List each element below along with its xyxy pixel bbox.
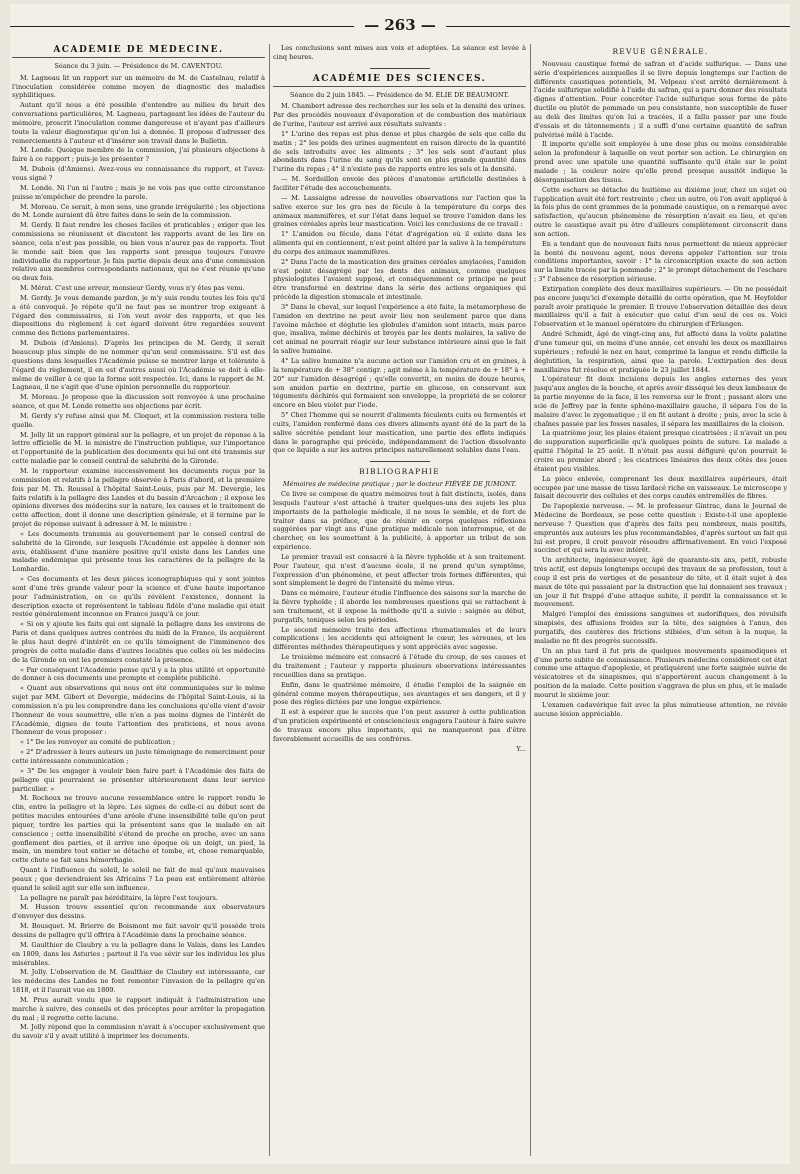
paragraph: 5° Chez l'homme qui se nourrit d'aliments féculents cuits ou fermentés et cuits, l'amidon renfermé dans ces divers aliments ayant été de la part de la salive sécrétée pendant leur mastication, une partie des effets indiqués dans le paragraphe qui précède, indépendamment de l'action dissolvante que ce liquide a sur les autres principes naturellement solubles dans l'eau. bbox=[273, 411, 526, 455]
paragraph: La quatrième jour, les plaies étaient presque cicatrisées ; il n'avait un peu de suppuration superficielle qu'à quelques points de suture. Le malade a quitté l'hôpital le 25 août. Il n'était pas aussi défiguré qu'on pourrait le croire au premier abord ; les cicatrices linéaires des deux côtés des joues étaient peu visibles. bbox=[534, 429, 787, 473]
paragraph: — M. Sordeillon envoie des pièces d'anatomie artificielle destinées à faciliter l'étude des accouchements. bbox=[273, 175, 526, 192]
paragraph: M. Moreau. Ce serait, à mon sens, une grande irrégularité ; les objections de M. Londe auraient dû être faites dans le sein de la commission. bbox=[12, 202, 265, 220]
paragraph: M. Gerdy. Il faut rendre les choses faciles et praticables ; exiger que les commissions se réunissent et discutent les rapports avant de les lire en séance, cela n'est pas possible, ou bien vous n'aurez pas de rapports. Tout le monde sait bien que les rapports sont presque toujours l'œuvre individuelle du rapporteur. Je fais partie depuis deux ans d'une commission relative aux membres correspondants nationaux, qui ne s'est réunie qu'une ou deux fois. bbox=[12, 221, 265, 283]
column-academie-medecine bbox=[12, 44, 265, 1156]
paragraph: Extirpation complète des deux maxillaires supérieurs. — On ne possédait pas encore jusqu'ici d'exemple détaillé de cette opération, que M. Heyfelder paraît avoir pratiquée le premier. Il trouve l'observation détaillée des deux maxillaires qu'il a fait à exécuter que celui d'un seul de ces os. Voici l'observation et le manuel opératoire du chirurgien d'Erlangen. bbox=[534, 284, 787, 329]
paragraph: Le second mémoire traite des affections rhumatismales et de leurs complications ; les accidents qui atteignent le cœur, les séreuses, et les différentes méthodes thérapeutiques y sont appréciés avec sagesse. bbox=[273, 625, 526, 652]
section-title: ACADÉMIE DES SCIENCES. bbox=[273, 75, 526, 87]
column-divider bbox=[269, 44, 270, 1156]
paragraph: La pellagre ne paraît pas héréditaire, la lèpre l'est toujours. bbox=[20, 893, 218, 902]
column-divider bbox=[530, 44, 531, 1156]
paragraph: M. Londe. Quoique membre de la commission, j'ai plusieurs objections à faire à ce rapport ; puis-je les présenter ? bbox=[12, 146, 265, 164]
paragraph: M. Jolly lit un rapport général sur la pellagre, et un projet de réponse à la lettre officielle de M. le ministre de l'instruction publique, sur l'importance et l'opportunité de la publication des documents qui lui ont été transmis sur cette maladie par le conseil central de salubrité de la Gironde. bbox=[12, 430, 265, 466]
paragraph: M. Lagneau lit un rapport sur un mémoire de M. de Castelnau, relatif à l'inoculation considérée comme moyen de diagnostic des maladies syphilitiques. bbox=[12, 73, 265, 100]
paragraph: M. le rapporteur examine successivement les documents reçus par la commission et relatifs à la pellagre observée à Paris d'abord, et la première fois par M. Th. Roussel à l'hôpital Saint-Louis, puis par M. Devergie, les faits relatifs à la pellagre des Landes et du bassin d'Arcachon ; il expose les opinions diverses des médecins sur la nature, les causes et le traitement de cette affection, dont il donne une description générale, et il termine par le projet de réponse suivant à adresser à M. le ministre : bbox=[12, 466, 265, 529]
paragraph: M. Dubois (d'Amiens). D'après les principes de M. Gerdy, il serait beaucoup plus simple de ne nommer qu'un seul commissaire. S'il est des questions dans lesquelles l'Académie puisse se montrer large et tolérante à l'égard du règlement, il en est d'autres aussi où l'Académie se doit à elle-même de veiller à ce que la forme soit respectée. Ici, dans le rapport de M. Lagneau, il ne s'agit que d'une opinion personnelle du rapporteur. bbox=[12, 339, 265, 392]
paragraph: Il est à espérer que le succès que l'on peut assurer à cette publication d'un praticien expérimenté et consciencieux engagera l'auteur à faire suivre de travaux encore plus importants, qui ne manqueront pas d'être favorablement accueillis de ses confrères. bbox=[273, 708, 526, 743]
paragraph: 3° Dans le cheval, sur lequel l'expérience a été faite, la métamorphose de l'amidon en dextrine ne peut avoir lieu non seulement parce que dans l'avoine mâchée et déglutie les globules d'amidon sont intacts, mais parce que, insaliva, même déchirés et broyés par les dents molaires, la salive de cet animal ne pourrait réagir sur leur substance intérieure ainsi que le fait la salive humaine. bbox=[273, 302, 526, 356]
paragraph: — M. Lassaigne adresse de nouvelles observations sur l'action que la salive exerce sur les gra nes de fécule à la température du corps des animaux mammifères, et sur l'état dans lequel se trouve l'amidon dans les graines céréales après leur mastication. Voici les conclusions de ce travail : bbox=[273, 193, 526, 229]
paragraph: Dans ce mémoire, l'auteur étudie l'influence des saisons sur la marche de la fièvre typhoïde ; il aborde les nombreuses questions qui se rattachent à son traitement, et il expose la méthode qu'il a suivie : saignée au début, purgatifs, toniques selon les périodes. bbox=[273, 589, 526, 624]
paragraph: 2° Dans l'acte de la mastication des graines céréales amylacées, l'amidon n'est point désagrégé par les dents des animaux, comme quelques physiologistes l'avaient supposé, et conséquemment ce principe ne peut être transformé en dextrine dans la série des actions organiques qui précède la digestion stomacale et intestinale. bbox=[273, 257, 526, 302]
paragraph: L'examen cadavérique fait avec la plus minutieuse attention, ne révèle aucune lésion appréciable. bbox=[534, 700, 787, 718]
paragraph: « Quant aux observations qui nous ont été communiquées sur le même sujet par MM. Gibert et Devergie, médecins de l'hôpital Saint-Louis, si la commission n'a pu les comprendre dans les conclusions qu'elle vient d'avoir l'honneur de vous soumettre, elle n'en a pas moins dignes de l'intérêt de l'Académie, dignes de toute l'attention des praticiens, et nous avons l'honneur de vous proposer : bbox=[12, 684, 265, 737]
paragraph: Cette eschare se détache du huitième au dixième jour, chez un sujet où l'application avait été fort restreinte ; chez un autre, où l'on avait appliqué à la fois plus de cent grammes de la pommade caustique, on a remarqué avec satisfaction, qu'aucun phénomène de résorption n'avait eu lieu, et qu'en outre le caustique avait pu être d'ailleurs complètement circonscrit dans son action. bbox=[534, 185, 787, 238]
paragraph: Le premier travail est consacré à la fièvre typhoïde et à son traitement. Pour l'auteur, qui n'est d'aucune école, il ne prend qu'un symptôme, l'expression d'un phénomène, et peut affecter trois formes différentes, qui sont simplement le degré de l'intensité du même virus. bbox=[273, 552, 526, 588]
paragraph: Nouveau caustique formé de safran et d'acide sulfurique. — Dans une série d'expériences auxquelles il se livre depuis longtemps sur l'action de différents caustiques potentiels, M. Velpeau s'est arrêté dernièrement à l'acide sulfurique solidifié à l'aide du safran, qui a paru donner des résultats dignes d'attention. Pour concréter l'acide sulfurique sous forme de pâte ductile ou plutôt de pommade un peu consistante, non susceptible de fuser au delà des limites qu'on lui a tracées, il a fallu passer par une foule d'essais et de tâtonnements ; il a suffi d'une certaine quantité de safran pulvérisé mêlé à l'acide. bbox=[534, 59, 787, 139]
paragraph: M. Gerdy s'y refuse ainsi que M. Cloquet, et la commission restera telle quelle. bbox=[12, 411, 265, 429]
paragraph: Enfin, dans le quatrième mémoire, il étudie l'emploi de la saignée en général comme moyen thérapeutique, ses avantages et ses dangers, et il y pose des règles dictées par une longue expérience. bbox=[273, 680, 526, 707]
paragraph: M. Chambert adresse des recherches sur les sels et la densité des urines. Par des procédés nouveaux d'évaporation et de combustion des matériaux de l'urine, l'auteur est arrivé aux résultats suivants : bbox=[273, 102, 526, 129]
paragraph: M. Mérat. C'est une erreur, monsieur Gerdy, vous n'y êtes pas venu. bbox=[20, 284, 245, 293]
paragraph: M. Dubois (d'Amiens). Avez-vous eu connaissance du rapport, et l'avez-vous signé ? bbox=[12, 165, 265, 182]
paragraph: Un an plus tard il fut pris de quelques mouvements spasmodiques et d'une perte subite de connaissance. Plusieurs médecins considèrent cet état comme une attaque d'apoplexie, et pratiquèrent une forte saignée suivie de vésicatoires et de sinapismes, qui n'apportèrent aucun changement à la position de la malade. Cette position s'aggrava de plus en plus, et le malade mourut le sixième jour. bbox=[534, 646, 787, 699]
bibliography-subtitle: Mémoires de médecine pratique ; par le docteur FIÉVÉE DE JUMONT. bbox=[282, 480, 517, 489]
paragraph: « Ces documents et les deux pièces iconographiques qui y sont jointes sont d'une très grande valeur pour la science et d'une haute importance pour l'administration, en ce qu'ils révèlent l'existence, donnent la description exacte et représentent le tableau fidèle d'une maladie qui était restée généralement inconnue en France jusqu'à ce jour. bbox=[12, 575, 265, 619]
paragraph: Autant qu'il nous a été possible d'entendre au milieu du bruit des conversations particulières, M. Lagneau, partageant les idées de l'auteur du mémoire, proscrit l'inoculation comme dangereuse et n'ayant pas d'ailleurs toute la valeur diagnostique qu'on lui a donnée. Il propose d'adresser des remerciements à l'auteur et d'insérer son travail dans le Bulletin. bbox=[12, 101, 265, 145]
paragraph: André Schmidt, âgé de vingt-cinq ans, fut affecté dans la voûte palatine d'une tumeur qui, en moins d'une année, cet envahi les deux os maxillaires supérieurs ; refoulé le nez en haut, comprimé la langue et rendu difficile la déglutition, la respiration, ainsi que la parole. L'extirpation des deux maxillaires fut résolue et pratiquée le 23 juillet 1844. bbox=[534, 330, 787, 374]
section-title: REVUE GÉNÉRALE. bbox=[612, 47, 709, 56]
paragraph: De l'apoplexie nerveuse. — M. le professeur Gintrac, dans le Journal de Médecine de Bordeaux, se pose cette question : Existe-t-il une apoplexie nerveuse ? Question que d'après des faits peu nombreux, mais positifs, empruntés aux auteurs les plus recommandables, d'après surtout un fait qui lui est propre, il croit pouvoir résoudre affirmativement. En voici l'exposé succinct et qui sera lu avec intérêt. bbox=[534, 502, 787, 555]
paragraph: Y... bbox=[516, 744, 526, 753]
paragraph: M. Jolly. L'observation de M. Gaulthier de Claubry est intéressante, car les médecins des Landes ne font remonter l'invasion de la pellagre qu'en 1818, et il l'aurait vue en 1809. bbox=[12, 968, 265, 995]
paragraph: Malgré l'emploi des émissions sanguines et sudorifiques, des révulsifs sinapisés, des affusions froides sur la tête, des saignées à l'anus, des purgatifs, des cautères des frictions stibiées, d'un séton à la nuque, la maladie ne fit des progrès successifs. bbox=[534, 610, 787, 645]
paragraph: Quant à l'influence du soleil, le soleil ne fait de mal qu'aux mauvaises peaux ; que deviendraient les Africains ? La peau est entièrement altérée quand le soleil agit sur elle son influence. bbox=[12, 866, 265, 892]
paragraph-list bbox=[534, 60, 787, 719]
paragraph: 1° L'urine des repas est plus dense et plus chargée de sels que celle du matin ; 2° les poids des urines augmentent en raison directe de la quantité de sels introduits avec les aliments ; 3° les sels sont d'autant plus abondants dans l'urine du sang qu'ils sont en plus grande quantité dans l'urine du repas ; 4° il n'existe pas de rapports entre les sels et la densité. bbox=[273, 129, 526, 174]
session-line: Séance du 2 juin 1845. — Présidence de M. ÉLIE DE BEAUMONT. bbox=[290, 90, 509, 99]
paragraph: M. Rochoux ne trouve aucune ressemblance entre le rapport rendu le clin, entre la pellagre et la lèpre. Les signes de celle-ci au début sont de petites macules entourées d'une aréole d'une insensibilité telle qu'on peut piquer, tordre les parties qui la présentent sans que le malade en ait conscience ; cette insensibilité s'étend de proche en proche, avec un sans gonflement des parties, et il arrive une époque où un doigt, un pied, la main, un membre tout entier se détache et tombe, et, chose remarquable, cette chute se fait sans hémorrhagie. bbox=[12, 794, 265, 865]
paragraph: M. Moreau. Je propose que la discussion soit renvoyée à une prochaine séance, et que M. Londe remette ses objections par écrit. bbox=[12, 393, 265, 411]
column-revue-generale bbox=[534, 44, 787, 1156]
paragraph: 4° La salive humaine n'a aucune action sur l'amidon cru et en graines, à la température de + 38° centigr. ; agit même à la température de + 18° à + 20° sur l'amidon désagrégé ; qu'elle convertit, en moins de douze heures, son amidon partie en dextrine, partie en glucose, en conservant aux téguments déchirés qui formaient son enveloppe, la propriété de se colorer encore en bleu violet par l'iode. bbox=[273, 357, 526, 410]
paragraph: « Si on y ajoute les faits qui ont signalé la pellagre dans les environs de Paris et dans quelques autres contrées du midi de la France, ils acquièrent le plus haut degré d'intérêt en ce qu'ils témoignent de l'imminence des progrès de cette maladie dans d'autres localités que celles où les médecins de la Gironde en ont les premiers constaté la présence. bbox=[12, 620, 265, 664]
paragraph: « 2° D'adresser à leurs auteurs un juste témoignage de remerciment pour cette intéressante communication ; bbox=[12, 748, 265, 765]
paragraph: M. Gerdy. Je vous demande pardon, je m'y suis rendu toutes les fois qu'il a été convoqué. Je répète qu'il ne faut pas se montrer trop exigeant à l'égard des commissaires, si l'on veut avoir des rapports, et que les dispositions du règlement à cet égard doivent être regardées souvent comme des fictions parlementaires. bbox=[12, 293, 265, 338]
newspaper-page bbox=[10, 4, 790, 1164]
paragraph: En a tendant que de nouveaux faits nous permettent de mieux apprécier la bonté du nouveau agent, nous devons appeler l'attention sur trois conditions importantes, savoir : 1° la circonscription exacte de son action sur la limite tracée par la pommade ; 2° le prompt détachement de l'eschare ; 3° l'absence de résorption sérieuse. bbox=[534, 239, 787, 284]
paragraph: « Par conséquent l'Académie pense qu'il y a la plus utilité et opportunité de donner à ces documents une prompte et complète publicité. bbox=[12, 665, 265, 683]
paragraph: M. Bousquet. M. Brierre de Boismont me fait savoir qu'il possède trois dessins de pellagre qu'il offrira à l'Académie dans la prochaine séance. bbox=[12, 922, 265, 939]
section-title: ACADÉMIE DE MÉDECINE. bbox=[12, 46, 265, 58]
paragraph: M. Prus aurait voulu que le rapport indiquât à l'administration une marche à suivre, des conseils et des préceptes pour arrêter la propagation du mal ; il regrette cette lacune. bbox=[12, 995, 265, 1022]
paragraph: Ce livre se compose de quatre mémoires tout à fait distincts, isolés, dans lesquels l'auteur s'est attaché à traiter quelques-uns des sujets les plus importants de la pathologie médicale, il ne nous le semble, et de fort de traiter dans sa préface, que de réunir en corps quelques réflexions suggérées par vingt ans d'une pratique médicale non interrompue, et de chercher, en les soumettant à la publicité, à apporter un tribut de son expérience. bbox=[273, 489, 526, 552]
paragraph: M. Gaulthier de Claubry a vu la pellagre dans le Valais, dans les Landes en 1809, dans les Asturies ; partout il l'a vue sévir sur les individus les plus misérables. bbox=[12, 940, 265, 967]
separator-rule bbox=[370, 68, 430, 69]
bibliography-list bbox=[273, 490, 526, 753]
paragraph: La pièce enlevée, comprenant les deux maxillaires supérieurs, était occupée par une masse de tissu lardacé riche en vaisseaux. Le microscope y faisait découvrir des cellules et des corps caudés entremêlés de fibres. bbox=[534, 474, 787, 501]
paragraph-list bbox=[12, 74, 265, 1041]
bibliography-title: BIBLIOGRAPHIE bbox=[359, 467, 440, 477]
page-header bbox=[10, 14, 790, 40]
paragraph: « Les documents transmis au gouvernement par le conseil central de salubrité de la Gironde, sur lesquels l'Académie est appelée à donner son avis, établissent d'une manière positive qu'il existe dans les Landes une maladie endémique qui présente tous les caractères de la pellagre de la Lombardie. bbox=[12, 529, 265, 574]
paragraph: M. Husson trouve essentiel qu'on recommande aux observateurs d'envoyer des dessins. bbox=[12, 903, 265, 921]
session-line: Séance du 3 juin. — Présidence de M. CAVENTOU. bbox=[54, 61, 223, 70]
paragraph: Le troisième mémoire est consacré à l'étude du croup, de ses causes et du traitement ; l'auteur y rapporte plusieurs observations intéressantes recueillies dans sa pratique. bbox=[273, 653, 526, 679]
paragraph: « 1° De les renvoyer au comité de publication ; bbox=[20, 738, 176, 747]
column-academie-sciences bbox=[273, 44, 526, 1156]
paragraph: Un architecte, ingénieur-voyer, âgé de quarante-six ans, petit, robuste très actif, est depuis longtemps occupé des travaux de sa profession, tout à coup il est pris de vertiges et de pesanteur de tête, et il était sujet à des maux de tête qui passaient par la distraction que lui donnaient ses travaux ; un jour il fut frappé d'une attaque subite, il perdit la connaissance et le mouvement. bbox=[534, 556, 787, 609]
intro-paragraph: Les conclusions sont mises aux voix et adoptées. La séance est levée à cinq heures. bbox=[273, 44, 526, 61]
paragraph: L'opérateur fit deux incisions depuis les angles externes des yeux jusqu'aux angles de la bouche, et après avoir disséqué les deux lambeaux de la partie moyenne de la face, il les renversa sur le front ; passant alors une scie de Jeffrey par la fente sphéno-maxillaire gauche, il sépara l'os de la malaire d'avec le zygomatique ; il en fit autant à droite ; puis, avec la scie à chaînes passée par les fosses nasales, il sépara les maxillaires de la cloison. bbox=[534, 375, 787, 428]
paragraph: M. Londe. Ni l'un ni l'autre ; mais je ne vois pas que cette circonstance puisse m'empêcher de prendre la parole. bbox=[12, 183, 265, 201]
paragraph: Il importe qu'elle soit employée à une dose plus ou moins considérable selon la profondeur à laquelle on veut porter son action. Le chirurgien en prend avec une spatule une quantité suffisante qu'il étale sur le point malade ; la couleur noire qu'elle prend presque aussitôt indique la désorganisation des tissus. bbox=[534, 140, 787, 184]
paragraph: 1° L'amidon ou fécule, dans l'état d'agrégation où il existe dans les aliments qui en contiennent, n'est point altéré par la salive à la température du corps des animaux mammifères. bbox=[273, 230, 526, 256]
page-number: — 263 — bbox=[354, 16, 446, 34]
paragraph: « 3° De les engager à vouloir bien faire part à l'Académie des faits de pellagre qui pourraient se présenter ultérieurement dans leur service particulier. » bbox=[12, 766, 265, 793]
paragraph: M. Jolly répond que la commission n'avait à s'occuper exclusivement que du savoir s'il y avait utilité à imprimer les documents. bbox=[12, 1023, 265, 1041]
separator-rule bbox=[370, 461, 430, 462]
paragraph-list bbox=[273, 102, 526, 455]
